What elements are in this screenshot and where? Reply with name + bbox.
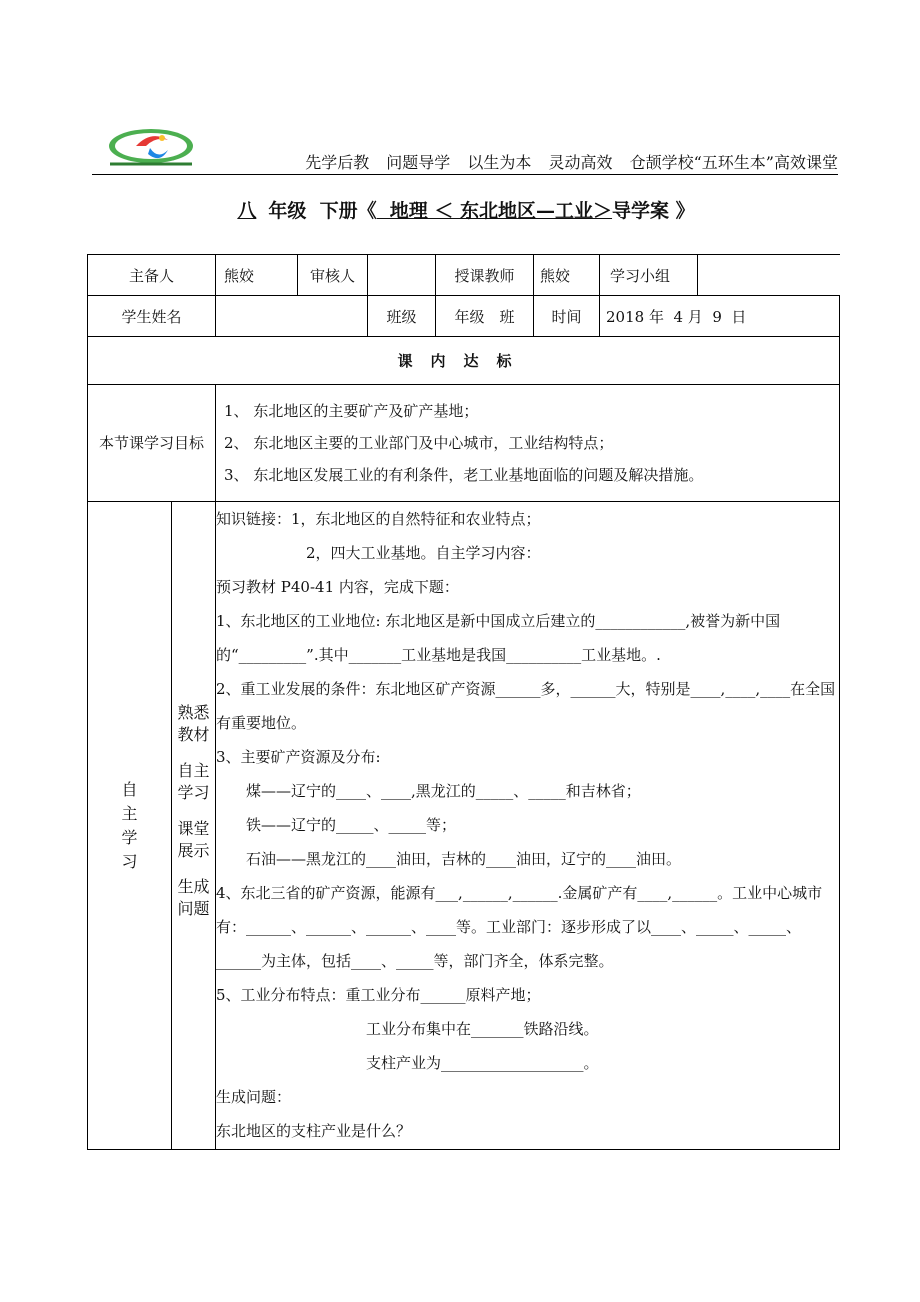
content-line: 支柱产业为___________________。 [216,1054,599,1072]
content-line: 工业分布集中在_______铁路沿线。 [216,1020,599,1038]
content-line: 3、主要矿产资源及分布: [216,748,381,766]
student-label: 学生姓名 [88,296,216,337]
step-item: 熟悉教材 [177,703,210,744]
content-line: 2、重工业发展的条件：东北地区矿产资源______多，______大，特别是____,____,____在全国有重要地位。 [216,680,836,732]
teacher-value: 熊姣 [534,255,600,296]
teacher-label: 授课教师 [436,255,534,296]
goals-list [216,385,840,502]
group-value [698,255,840,296]
content-line: 2，四大工业基地。自主学习内容： [216,544,541,562]
class-value: 年级 班 [436,296,534,337]
step-item: 课堂展示 [177,819,210,860]
goals-label: 本节课学习目标 [88,385,216,502]
group-label: 学习小组 [600,255,698,296]
reviewer-value [368,255,436,296]
lesson-table [87,254,840,1150]
motto-item: 问题导学 [386,153,451,172]
content-line: 1、东北地区的工业地位: 东北地区是新中国成立后建立的____________,被誉为新中国的“_________”.其中_______工业基地是我国__________工业基地。. [216,612,781,664]
motto-bar [293,150,838,173]
content-line: 煤——辽宁的____、____,黑龙江的_____、_____和吉林省； [216,782,641,800]
title-grade-rest: 年级 下册《 [268,200,377,222]
content-line: 石油——黑龙江的____油田，吉林的____油田，辽宁的____油田。 [216,850,682,868]
self-study-label-cell [88,502,172,1150]
time-value: 2018 年 4 月 9 日 [600,296,840,337]
self-study-label: 自主学习 [121,779,138,871]
motto-item: 先学后教 [305,153,370,172]
title-subject: 地理 ＜ 东北地区—工业＞ [376,200,613,222]
page-title [0,196,920,223]
host-label: 主备人 [88,255,216,296]
step-item: 自主学习 [177,761,210,802]
reviewer-label: 审核人 [298,255,368,296]
content-line: 生成问题： [216,1088,292,1106]
motto-item: 灵动高效 [548,153,613,172]
motto-item: 仓颉学校“五环生本”高效课堂 [629,153,838,172]
class-label: 班级 [368,296,436,337]
content-line: 5、工业分布特点：重工业分布______原料产地； [216,986,541,1004]
goal-item: 3、 东北地区发展工业的有利条件，老工业基地面临的问题及解决措施。 [224,466,704,484]
page-header [92,126,838,175]
student-value [216,296,368,337]
content-line: 4、东北三省的矿产资源，能源有___,______,______.金属矿产有____,______。工业中心城市有：______、______、______、____等。工业部门：逐步形成了以____、_____、_____、______为主体，包括____、_____等，部门齐全，体系完整。 [216,884,823,970]
steps-cell [172,502,216,1150]
goal-item: 1、 东北地区的主要矿产及矿产基地； [224,402,479,420]
section-title: 课内达标 [88,337,840,385]
content-line: 知识链接：1，东北地区的自然特征和农业特点； [216,510,541,528]
title-tail: 导学案 》 [612,200,695,222]
content-line: 预习教材 P40-41 内容，完成下题： [216,578,459,596]
content-line: 铁——辽宁的_____、_____等； [216,816,457,834]
goal-item: 2、 东北地区主要的工业部门及中心城市，工业结构特点； [224,434,614,452]
step-item: 生成问题 [177,877,210,918]
content-line: 东北地区的支柱产业是什么？ [216,1122,412,1140]
motto-item: 以生为本 [467,153,532,172]
host-value: 熊姣 [216,255,298,296]
title-grade: 八 [237,200,257,222]
time-label: 时间 [534,296,600,337]
school-logo-icon [106,126,196,170]
study-content [216,502,840,1150]
